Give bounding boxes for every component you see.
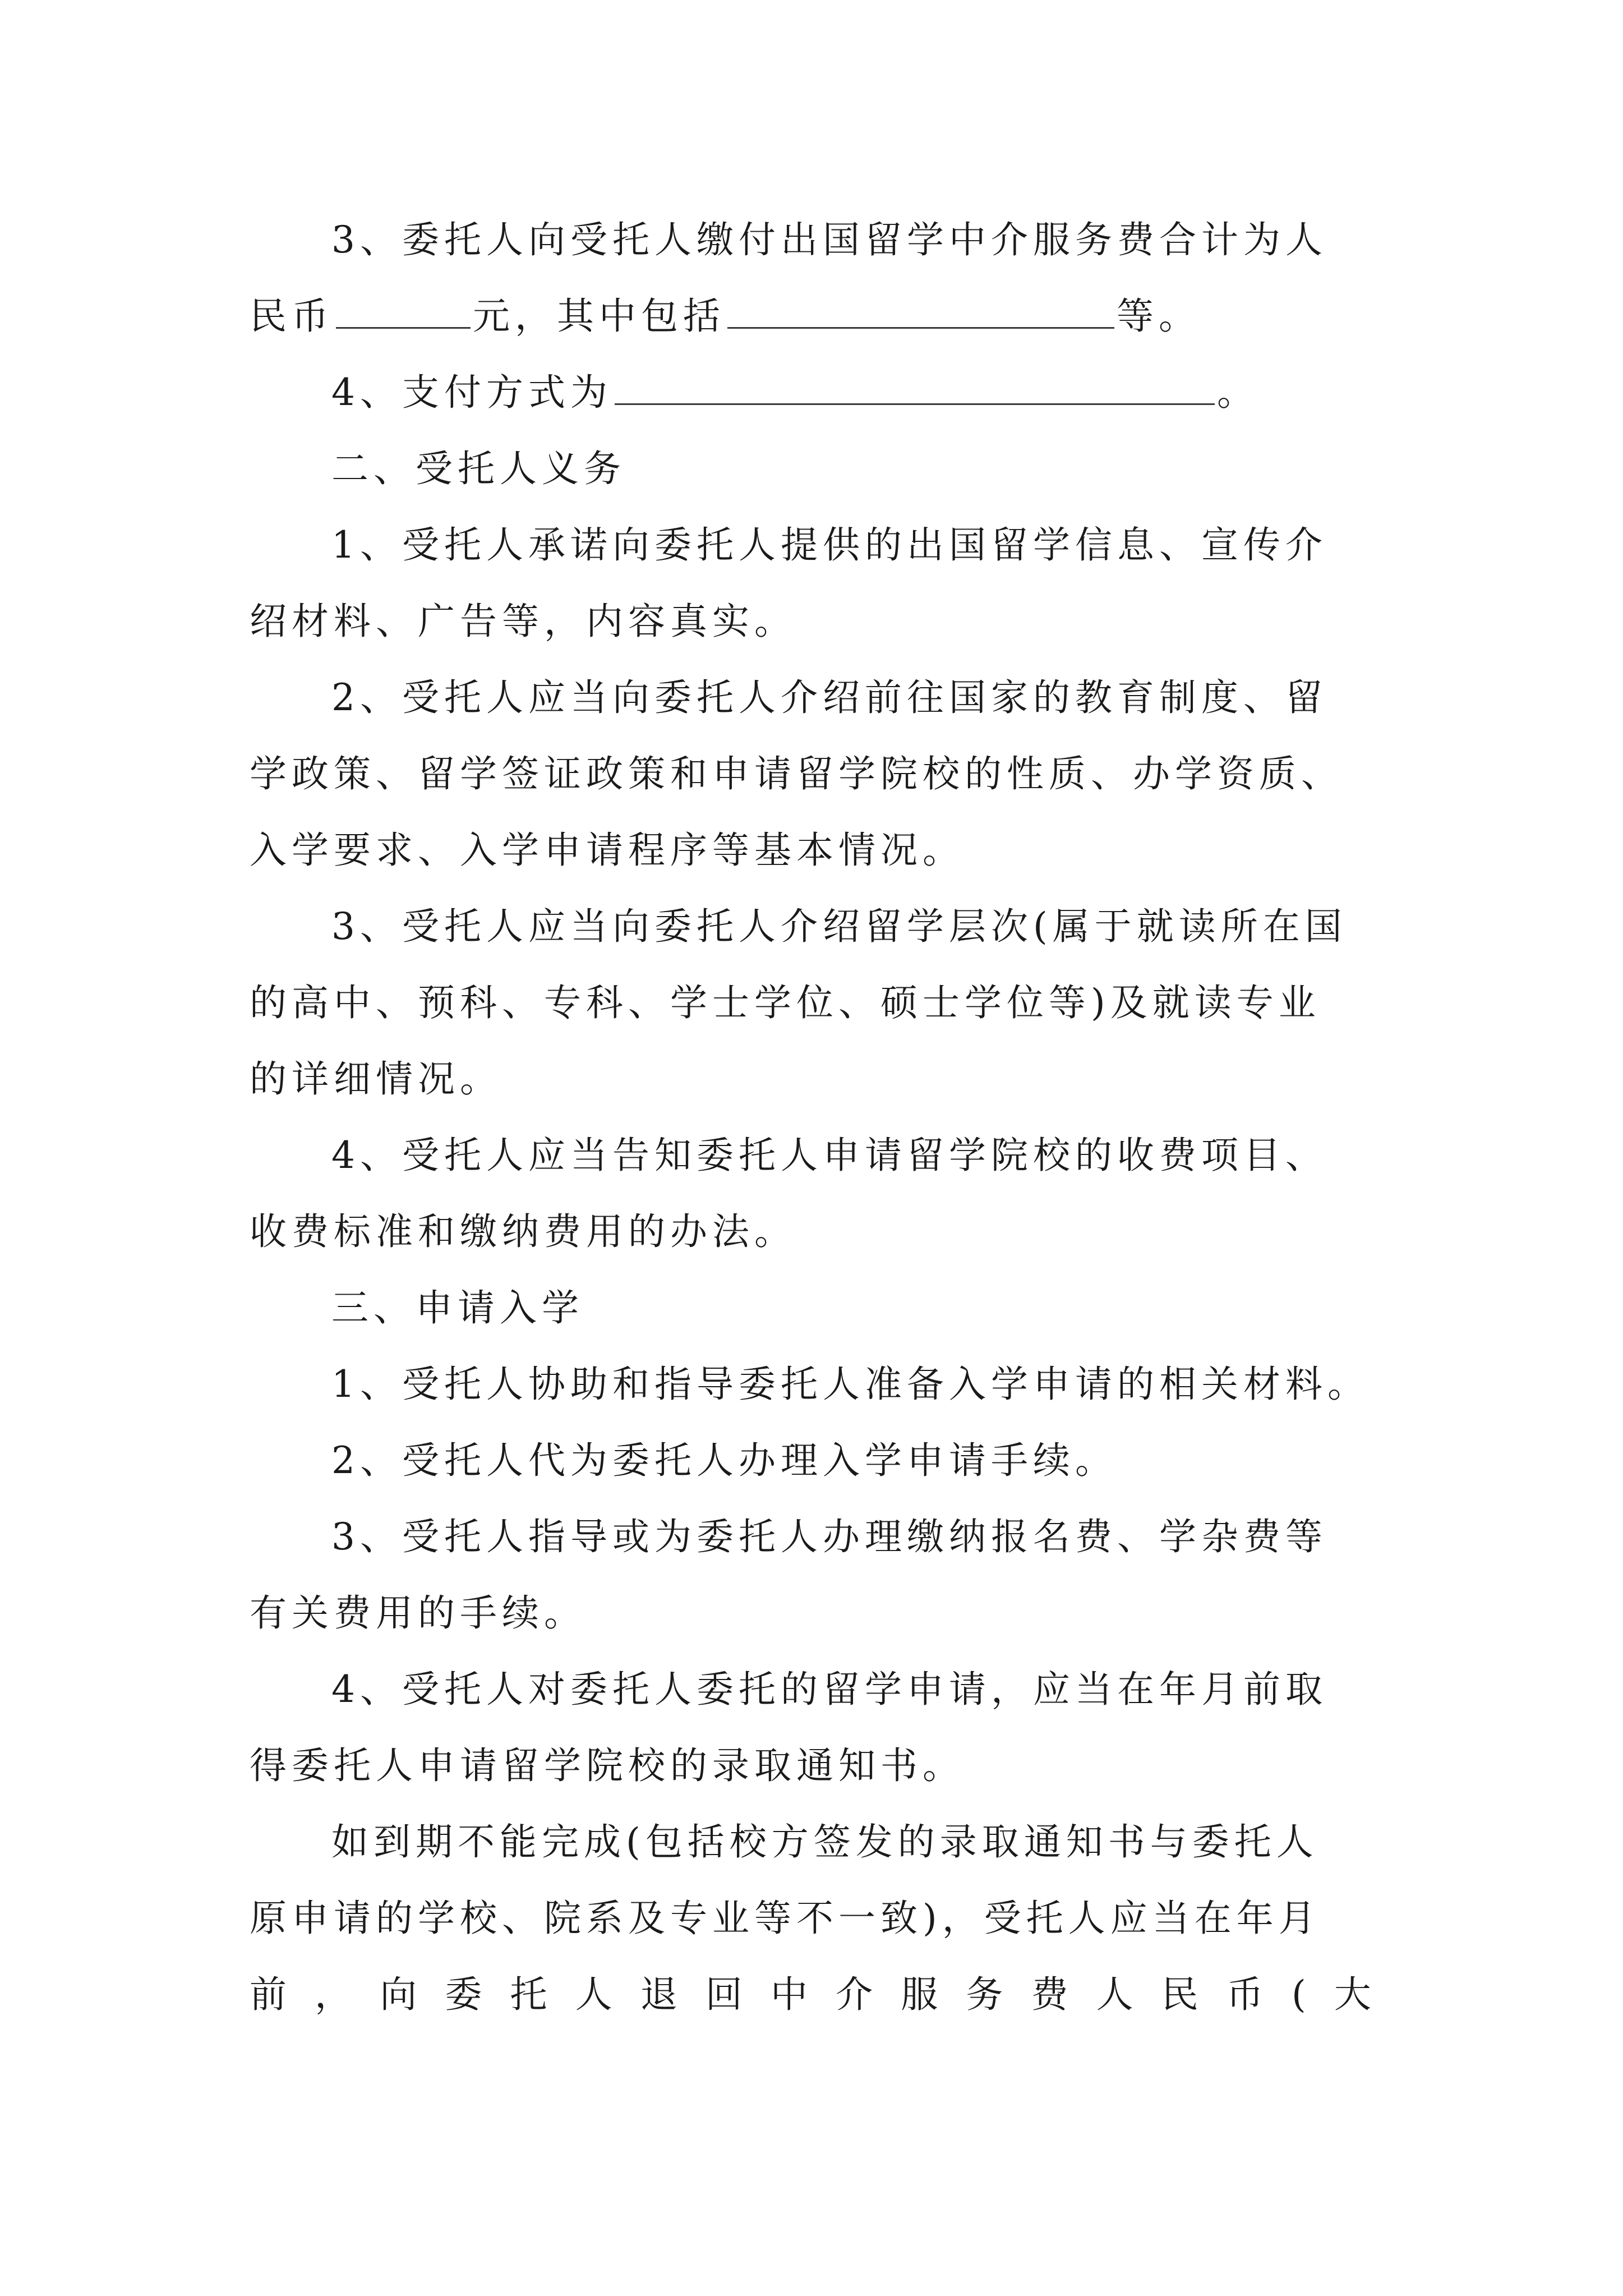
justified-char: 托 <box>510 1973 547 2016</box>
paragraph-line: 4、受托人应当告知委托人申请留学院校的收费项目、 <box>331 1134 1327 1177</box>
justified-char: 民 <box>1161 1973 1198 2016</box>
justified-char: 服 <box>901 1973 938 2016</box>
paragraph-line <box>250 278 1394 355</box>
justified-char: ， <box>315 1973 352 2016</box>
text-fragment: 等。 <box>1117 295 1201 338</box>
paragraph-line: 1、受托人协助和指导委托人准备入学申请的相关材料。 <box>331 1363 1370 1406</box>
justified-char: 前 <box>250 1973 287 2016</box>
text-fragment: 4、支付方式为 <box>331 371 612 414</box>
paragraph-line: 入学要求、入学申请程序等基本情况。 <box>250 829 965 872</box>
paragraph-line: 的详细情况。 <box>250 1057 502 1101</box>
fill-in-blank-payment <box>615 364 1215 405</box>
justified-char: 费 <box>1031 1973 1068 2016</box>
justified-char: 委 <box>445 1973 482 2016</box>
section-heading: 三、申请入学 <box>331 1286 584 1329</box>
fill-in-blank-items <box>727 288 1114 329</box>
paragraph-line: 收费标准和缴纳费用的办法。 <box>250 1210 796 1253</box>
text-fragment: 民币 <box>250 295 334 338</box>
justified-char: 人 <box>1096 1973 1133 2016</box>
justified-char: 务 <box>966 1973 1003 2016</box>
justified-char: 向 <box>380 1973 417 2016</box>
fill-in-blank-amount <box>336 288 471 329</box>
paragraph-line <box>250 355 1394 431</box>
paragraph-line: 3、受托人应当向委托人介绍留学层次(属于就读所在国 <box>331 905 1347 948</box>
paragraph-line: 2、受托人代为委托人办理入学申请手续。 <box>331 1439 1117 1482</box>
justified-char: 介 <box>836 1973 873 2016</box>
justified-char: 大 <box>1334 1973 1371 2016</box>
paragraph-line: 得委托人申请留学院校的录取通知书。 <box>250 1744 965 1787</box>
paragraph-line: 绍材料、广告等，内容真实。 <box>250 600 796 643</box>
paragraph-line: 2、受托人应当向委托人介绍前往国家的教育制度、留 <box>331 676 1327 719</box>
text-fragment: 元，其中包括 <box>473 295 725 338</box>
document-body <box>250 202 1394 2033</box>
paragraph-line: 的高中、预科、专科、学士学位、硕士学位等)及就读专业 <box>250 981 1321 1024</box>
justified-char: 币 <box>1226 1973 1264 2016</box>
paragraph-line: 4、受托人对委托人委托的留学申请，应当在年月前取 <box>331 1668 1327 1711</box>
paragraph-line: 3、委托人向受托人缴付出国留学中介服务费合计为人 <box>331 218 1327 261</box>
paragraph-line-justified <box>250 1957 1371 2033</box>
justified-char: 回 <box>705 1973 743 2016</box>
justified-char: 退 <box>640 1973 677 2016</box>
justified-char: ( <box>1292 1973 1306 2016</box>
justified-char: 人 <box>575 1973 612 2016</box>
text-fragment: 。 <box>1217 371 1259 414</box>
section-heading: 二、受托人义务 <box>331 447 626 490</box>
paragraph-line: 1、受托人承诺向委托人提供的出国留学信息、宣传介 <box>331 523 1327 567</box>
paragraph-line: 学政策、留学签证政策和申请留学院校的性质、办学资质、 <box>250 752 1343 795</box>
paragraph-line: 如到期不能完成(包括校方签发的录取通知书与委托人 <box>331 1820 1318 1864</box>
paragraph-line: 3、受托人指导或为委托人办理缴纳报名费、学杂费等 <box>331 1515 1327 1558</box>
justified-char: 中 <box>771 1973 808 2016</box>
paragraph-line: 有关费用的手续。 <box>250 1591 586 1635</box>
paragraph-line: 原申请的学校、院系及专业等不一致)，受托人应当在年月 <box>250 1897 1321 1940</box>
